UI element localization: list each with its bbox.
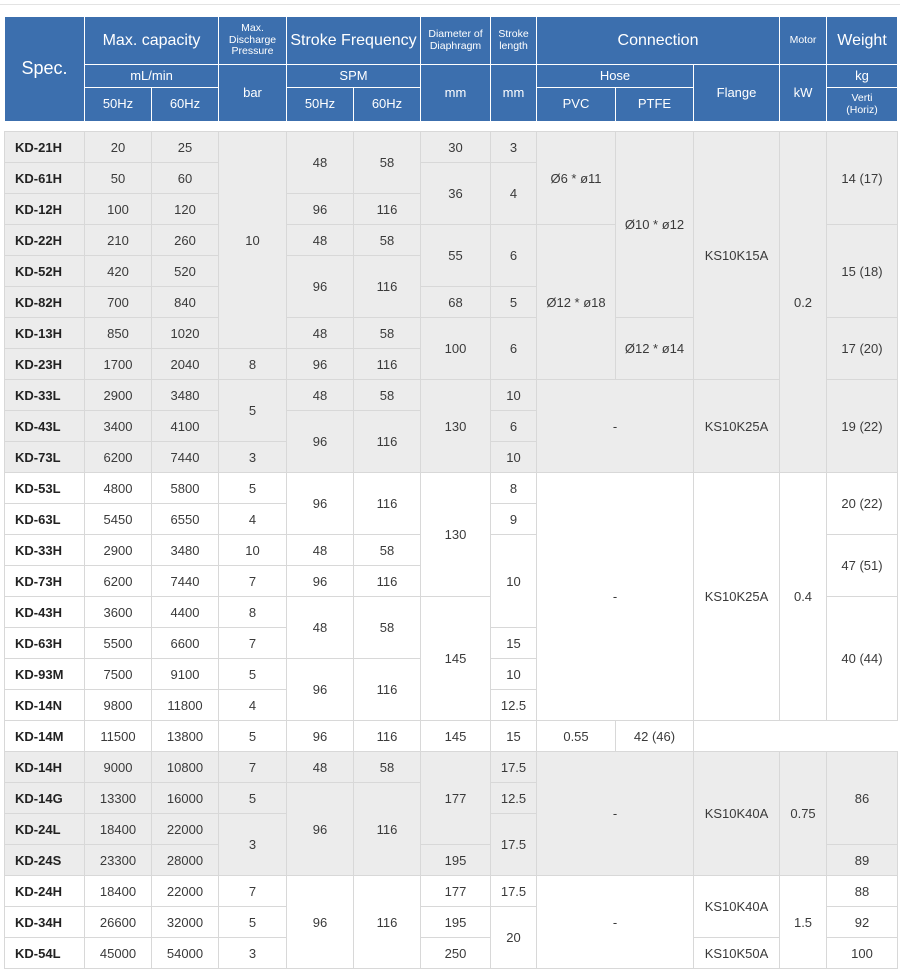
spm-50hz-cell: 96 — [287, 876, 354, 969]
pressure-cell: 8 — [219, 597, 287, 628]
table-row — [5, 380, 898, 411]
diameter-cell: 68 — [421, 287, 491, 318]
spm-50hz-cell: 48 — [287, 132, 354, 194]
flange-cell: KS10K25A — [694, 380, 780, 473]
model-cell: KD-43H — [5, 597, 85, 628]
table-row — [5, 721, 898, 752]
weight-cell: 86 — [827, 752, 898, 845]
header-stroke-frequency: Stroke Frequency — [287, 17, 421, 65]
pressure-cell: 5 — [219, 907, 287, 938]
capacity-60hz-cell: 3480 — [152, 380, 219, 411]
diameter-cell: 145 — [421, 597, 491, 721]
capacity-50hz-cell: 9000 — [85, 752, 152, 783]
model-cell: KD-13H — [5, 318, 85, 349]
motor-cell: 0.55 — [537, 721, 616, 752]
model-cell: KD-63H — [5, 628, 85, 659]
capacity-60hz-cell: 11800 — [152, 690, 219, 721]
diameter-cell: 55 — [421, 225, 491, 287]
model-cell: KD-52H — [5, 256, 85, 287]
model-cell: KD-63L — [5, 504, 85, 535]
stroke-length-cell: 8 — [491, 473, 537, 504]
pressure-cell: 8 — [219, 349, 287, 380]
spm-50hz-cell: 48 — [287, 597, 354, 659]
header-unit-spm: SPM — [287, 65, 421, 88]
spm-50hz-cell: 96 — [287, 194, 354, 225]
model-cell: KD-93M — [5, 659, 85, 690]
header-pvc: PVC — [537, 88, 616, 122]
header-unit-kw: kW — [780, 65, 827, 122]
header-spm-60hz: 60Hz — [354, 88, 421, 122]
stroke-length-cell: 6 — [491, 411, 537, 442]
capacity-60hz-cell: 1020 — [152, 318, 219, 349]
spm-50hz-cell: 96 — [287, 566, 354, 597]
capacity-50hz-cell: 210 — [85, 225, 152, 256]
motor-cell: 1.5 — [780, 876, 827, 969]
model-cell: KD-54L — [5, 938, 85, 969]
stroke-length-cell: 17.5 — [491, 752, 537, 783]
capacity-60hz-cell: 10800 — [152, 752, 219, 783]
weight-cell: 15 (18) — [827, 225, 898, 318]
capacity-60hz-cell: 54000 — [152, 938, 219, 969]
capacity-50hz-cell: 18400 — [85, 876, 152, 907]
top-divider-line — [0, 4, 900, 5]
ptfe-cell: Ø12 * ø14 — [616, 318, 694, 380]
spm-60hz-cell: 58 — [354, 597, 421, 659]
pressure-cell: 7 — [219, 876, 287, 907]
table-row — [5, 473, 898, 504]
spm-60hz-cell: 116 — [354, 721, 421, 752]
stroke-length-cell: 10 — [491, 535, 537, 628]
stroke-length-cell: 3 — [491, 132, 537, 163]
stroke-length-cell: 9 — [491, 504, 537, 535]
stroke-length-cell: 6 — [491, 225, 537, 287]
model-cell: KD-34H — [5, 907, 85, 938]
header-max-discharge-pressure: Max. Discharge Pressure — [219, 17, 287, 65]
motor-cell: 0.2 — [780, 132, 827, 473]
spm-60hz-cell: 58 — [354, 318, 421, 349]
spm-50hz-cell: 48 — [287, 535, 354, 566]
header-ptfe: PTFE — [616, 88, 694, 122]
spm-50hz-cell: 96 — [287, 256, 354, 318]
pressure-cell: 7 — [219, 752, 287, 783]
model-cell: KD-24L — [5, 814, 85, 845]
capacity-50hz-cell: 45000 — [85, 938, 152, 969]
capacity-60hz-cell: 25 — [152, 132, 219, 163]
pressure-cell: 4 — [219, 690, 287, 721]
header-capacity-50hz: 50Hz — [85, 88, 152, 122]
spm-60hz-cell: 116 — [354, 659, 421, 721]
weight-cell: 100 — [827, 938, 898, 969]
table-row — [5, 132, 898, 163]
pressure-cell: 10 — [219, 535, 287, 566]
spm-50hz-cell: 48 — [287, 225, 354, 256]
capacity-50hz-cell: 9800 — [85, 690, 152, 721]
capacity-60hz-cell: 4100 — [152, 411, 219, 442]
pvc-cell: Ø6 * ø11 — [537, 132, 616, 225]
spm-60hz-cell: 116 — [354, 876, 421, 969]
capacity-60hz-cell: 13800 — [152, 721, 219, 752]
diameter-cell: 130 — [421, 473, 491, 597]
pressure-cell: 5 — [219, 473, 287, 504]
model-cell: KD-33L — [5, 380, 85, 411]
pressure-cell: 4 — [219, 504, 287, 535]
stroke-length-cell: 17.5 — [491, 876, 537, 907]
spm-60hz-cell: 116 — [354, 783, 421, 876]
capacity-60hz-cell: 28000 — [152, 845, 219, 876]
pressure-cell: 3 — [219, 938, 287, 969]
pressure-cell: 7 — [219, 628, 287, 659]
spm-60hz-cell: 116 — [354, 473, 421, 535]
header-verti-horiz: Verti (Horiz) — [827, 88, 898, 122]
capacity-50hz-cell: 4800 — [85, 473, 152, 504]
capacity-50hz-cell: 6200 — [85, 566, 152, 597]
spm-60hz-cell: 116 — [354, 256, 421, 318]
capacity-60hz-cell: 7440 — [152, 566, 219, 597]
diameter-cell: 250 — [421, 938, 491, 969]
stroke-length-cell: 6 — [491, 318, 537, 380]
model-cell: KD-14M — [5, 721, 85, 752]
header-motor: Motor — [780, 17, 827, 65]
capacity-60hz-cell: 32000 — [152, 907, 219, 938]
capacity-60hz-cell: 5800 — [152, 473, 219, 504]
model-cell: KD-24S — [5, 845, 85, 876]
flange-cell: KS10K50A — [694, 938, 780, 969]
diameter-cell: 30 — [421, 132, 491, 163]
ptfe-cell: Ø10 * ø12 — [616, 132, 694, 318]
capacity-50hz-cell: 700 — [85, 287, 152, 318]
capacity-50hz-cell: 26600 — [85, 907, 152, 938]
spm-60hz-cell: 58 — [354, 132, 421, 194]
pressure-cell: 5 — [219, 659, 287, 690]
model-cell: KD-73L — [5, 442, 85, 473]
model-cell: KD-12H — [5, 194, 85, 225]
pressure-cell: 7 — [219, 566, 287, 597]
header-unit-ml-min: mL/min — [85, 65, 219, 88]
model-cell: KD-21H — [5, 132, 85, 163]
weight-cell: 88 — [827, 876, 898, 907]
stroke-length-cell: 15 — [491, 721, 537, 752]
motor-cell: 0.4 — [780, 473, 827, 721]
model-cell: KD-24H — [5, 876, 85, 907]
header-capacity-60hz: 60Hz — [152, 88, 219, 122]
stroke-length-cell: 10 — [491, 659, 537, 690]
capacity-50hz-cell: 18400 — [85, 814, 152, 845]
header-flange: Flange — [694, 65, 780, 122]
pressure-cell: 5 — [219, 721, 287, 752]
table-row — [5, 938, 898, 969]
header-connection: Connection — [537, 17, 780, 65]
pressure-cell: 3 — [219, 814, 287, 876]
hose-cell: - — [537, 473, 694, 721]
capacity-50hz-cell: 7500 — [85, 659, 152, 690]
pvc-cell: Ø12 * ø18 — [537, 225, 616, 380]
capacity-60hz-cell: 3480 — [152, 535, 219, 566]
capacity-50hz-cell: 3600 — [85, 597, 152, 628]
capacity-50hz-cell: 5450 — [85, 504, 152, 535]
model-cell: KD-14N — [5, 690, 85, 721]
spm-60hz-cell: 116 — [354, 566, 421, 597]
model-cell: KD-22H — [5, 225, 85, 256]
spm-60hz-cell: 58 — [354, 380, 421, 411]
hose-cell: - — [537, 752, 694, 876]
weight-cell: 42 (46) — [616, 721, 694, 752]
hose-cell: - — [537, 380, 694, 473]
model-cell: KD-61H — [5, 163, 85, 194]
spm-60hz-cell: 58 — [354, 752, 421, 783]
hose-cell: - — [537, 876, 694, 969]
spm-50hz-cell: 96 — [287, 721, 354, 752]
flange-cell: KS10K15A — [694, 132, 780, 380]
capacity-60hz-cell: 16000 — [152, 783, 219, 814]
motor-cell: 0.75 — [780, 752, 827, 876]
table-row — [5, 876, 898, 907]
stroke-length-cell: 20 — [491, 907, 537, 969]
capacity-50hz-cell: 6200 — [85, 442, 152, 473]
capacity-60hz-cell: 22000 — [152, 876, 219, 907]
stroke-length-cell: 17.5 — [491, 814, 537, 876]
capacity-60hz-cell: 120 — [152, 194, 219, 225]
capacity-60hz-cell: 2040 — [152, 349, 219, 380]
diameter-cell: 145 — [421, 721, 491, 752]
capacity-50hz-cell: 50 — [85, 163, 152, 194]
capacity-50hz-cell: 1700 — [85, 349, 152, 380]
weight-cell: 17 (20) — [827, 318, 898, 380]
diameter-cell: 36 — [421, 163, 491, 225]
spm-50hz-cell: 96 — [287, 659, 354, 721]
capacity-50hz-cell: 420 — [85, 256, 152, 287]
stroke-length-cell: 12.5 — [491, 690, 537, 721]
header-unit-mm-diameter: mm — [421, 65, 491, 122]
stroke-length-cell: 15 — [491, 628, 537, 659]
capacity-50hz-cell: 3400 — [85, 411, 152, 442]
diameter-cell: 195 — [421, 845, 491, 876]
spm-60hz-cell: 58 — [354, 225, 421, 256]
header-unit-kg: kg — [827, 65, 898, 88]
weight-cell: 19 (22) — [827, 380, 898, 473]
capacity-60hz-cell: 4400 — [152, 597, 219, 628]
header-spm-50hz: 50Hz — [287, 88, 354, 122]
capacity-60hz-cell: 520 — [152, 256, 219, 287]
spm-50hz-cell: 96 — [287, 411, 354, 473]
spm-50hz-cell: 96 — [287, 349, 354, 380]
diameter-cell: 195 — [421, 907, 491, 938]
capacity-50hz-cell: 11500 — [85, 721, 152, 752]
spm-50hz-cell: 96 — [287, 473, 354, 535]
pressure-cell: 10 — [219, 132, 287, 349]
weight-cell: 92 — [827, 907, 898, 938]
stroke-length-cell: 10 — [491, 380, 537, 411]
capacity-60hz-cell: 60 — [152, 163, 219, 194]
capacity-50hz-cell: 23300 — [85, 845, 152, 876]
capacity-60hz-cell: 260 — [152, 225, 219, 256]
capacity-60hz-cell: 9100 — [152, 659, 219, 690]
spm-60hz-cell: 116 — [354, 411, 421, 473]
model-cell: KD-53L — [5, 473, 85, 504]
diameter-cell: 177 — [421, 752, 491, 845]
model-cell: KD-33H — [5, 535, 85, 566]
stroke-length-cell: 4 — [491, 163, 537, 225]
capacity-50hz-cell: 5500 — [85, 628, 152, 659]
spm-50hz-cell: 48 — [287, 318, 354, 349]
table-row — [5, 752, 898, 783]
pressure-cell: 5 — [219, 380, 287, 442]
spm-50hz-cell: 48 — [287, 752, 354, 783]
model-cell: KD-14H — [5, 752, 85, 783]
header-diameter-of-diaphragm: Diameter of Diaphragm — [421, 17, 491, 65]
header-unit-mm-stroke: mm — [491, 65, 537, 122]
flange-cell: KS10K40A — [694, 752, 780, 876]
spm-60hz-cell: 58 — [354, 535, 421, 566]
capacity-60hz-cell: 840 — [152, 287, 219, 318]
capacity-60hz-cell: 6600 — [152, 628, 219, 659]
model-cell: KD-14G — [5, 783, 85, 814]
pressure-cell: 3 — [219, 442, 287, 473]
capacity-50hz-cell: 13300 — [85, 783, 152, 814]
spm-50hz-cell: 96 — [287, 783, 354, 876]
capacity-60hz-cell: 7440 — [152, 442, 219, 473]
header-spec: Spec. — [5, 17, 85, 122]
model-cell: KD-23H — [5, 349, 85, 380]
spec-table — [4, 16, 898, 969]
capacity-50hz-cell: 20 — [85, 132, 152, 163]
weight-cell: 20 (22) — [827, 473, 898, 535]
header-max-capacity: Max. capacity — [85, 17, 219, 65]
model-cell: KD-82H — [5, 287, 85, 318]
capacity-50hz-cell: 100 — [85, 194, 152, 225]
model-cell: KD-43L — [5, 411, 85, 442]
header-weight: Weight — [827, 17, 898, 65]
flange-cell: KS10K40A — [694, 876, 780, 938]
stroke-length-cell: 10 — [491, 442, 537, 473]
pressure-cell: 5 — [219, 783, 287, 814]
capacity-60hz-cell: 6550 — [152, 504, 219, 535]
weight-cell: 47 (51) — [827, 535, 898, 597]
stroke-length-cell: 12.5 — [491, 783, 537, 814]
capacity-50hz-cell: 2900 — [85, 535, 152, 566]
header-hose: Hose — [537, 65, 694, 88]
spm-60hz-cell: 116 — [354, 349, 421, 380]
stroke-length-cell: 5 — [491, 287, 537, 318]
diameter-cell: 100 — [421, 318, 491, 380]
model-cell: KD-73H — [5, 566, 85, 597]
header-stroke-length: Stroke length — [491, 17, 537, 65]
header-unit-bar: bar — [219, 65, 287, 122]
spm-50hz-cell: 48 — [287, 380, 354, 411]
capacity-60hz-cell: 22000 — [152, 814, 219, 845]
capacity-50hz-cell: 2900 — [85, 380, 152, 411]
weight-cell: 89 — [827, 845, 898, 876]
spm-60hz-cell: 116 — [354, 194, 421, 225]
capacity-50hz-cell: 850 — [85, 318, 152, 349]
diameter-cell: 177 — [421, 876, 491, 907]
weight-cell: 14 (17) — [827, 132, 898, 225]
weight-cell: 40 (44) — [827, 597, 898, 721]
flange-cell: KS10K25A — [694, 473, 780, 721]
diameter-cell: 130 — [421, 380, 491, 473]
